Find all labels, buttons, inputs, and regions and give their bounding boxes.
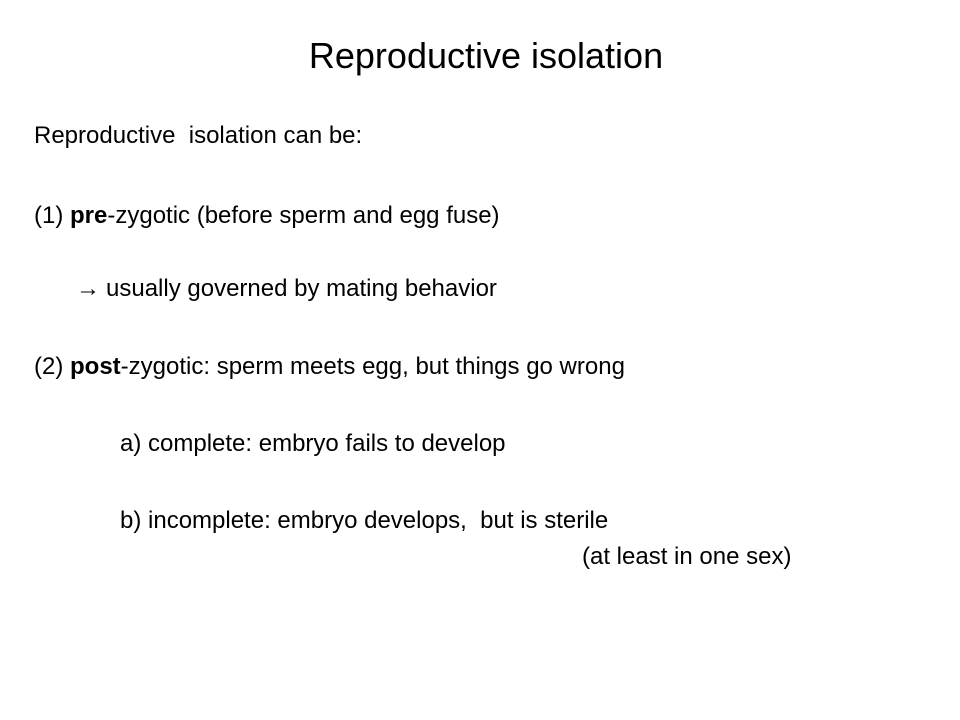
item-2-sub-b: b) incomplete: embryo develops, but is sterile: [120, 507, 609, 534]
item-1-sub: [76, 274, 497, 304]
item-1-bold-term: pre: [70, 202, 108, 229]
slide-title: Reproductive isolation: [308, 35, 664, 76]
item-2-sub-a: a) complete: embryo fails to develop: [120, 430, 506, 457]
item-1-sub-text: usually governed by mating behavior: [106, 275, 497, 302]
item-2-number: (2): [34, 353, 70, 380]
item-2-bold-term: post: [70, 353, 121, 380]
item-2-sub-b-continuation: (at least in one sex): [582, 543, 792, 570]
item-2: [34, 352, 625, 382]
item-1: [34, 201, 500, 231]
item-1-number: (1): [34, 202, 70, 229]
intro-text: Reproductive isolation can be:: [34, 122, 363, 149]
item-2-text: -zygotic: sperm meets egg, but things go wrong: [120, 353, 625, 380]
item-1-text: -zygotic (before sperm and egg fuse): [107, 202, 500, 229]
arrow-right-icon: →: [76, 275, 100, 302]
